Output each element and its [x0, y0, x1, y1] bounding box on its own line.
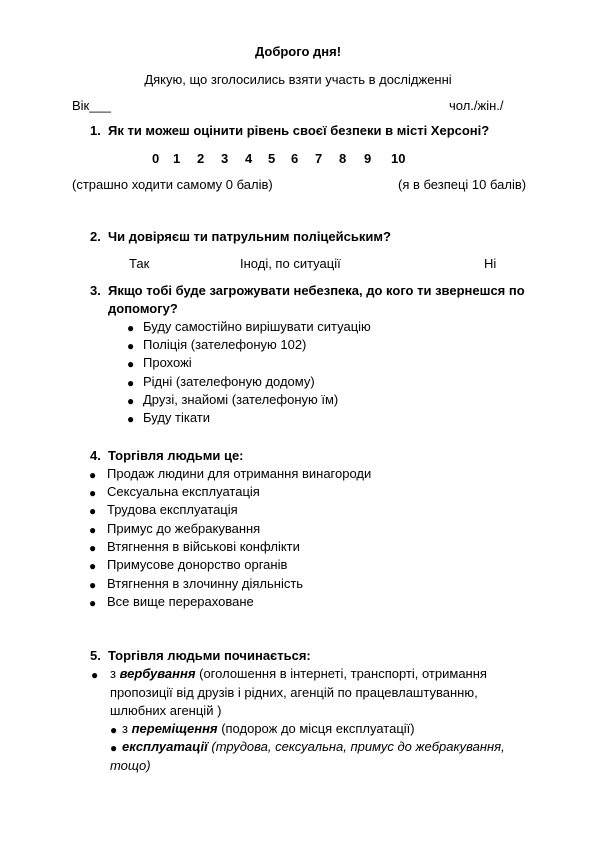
scale-right-hint: (я в безпеці 10 балів): [398, 177, 527, 192]
bullet-icon: ●: [89, 541, 97, 555]
question-2-text: Чи довіряєш ти патрульним поліцейським?: [108, 229, 391, 244]
bullet-icon: ●: [89, 578, 97, 592]
bullet-icon: ●: [89, 596, 97, 610]
option-recruitment-line3: шлюбних агенцій ): [110, 703, 222, 718]
bullet-icon: ●: [127, 321, 135, 335]
bullet-icon: ●: [89, 468, 97, 482]
option-begging[interactable]: Примус до жебракування: [107, 521, 261, 536]
option-run[interactable]: Буду тікати: [143, 410, 210, 425]
option-passersby[interactable]: Прохожі: [143, 355, 192, 370]
option-crime[interactable]: Втягнення в злочинну діяльність: [107, 576, 304, 591]
bullet-icon: ●: [127, 357, 135, 371]
rating-scale: [0, 151, 596, 167]
question-4-text: Торгівля людьми це:: [108, 448, 244, 463]
bullet-icon: ●: [127, 394, 135, 408]
option-no[interactable]: Ні: [484, 256, 497, 271]
option-yes[interactable]: Так: [129, 256, 150, 271]
scale-value[interactable]: 3: [221, 151, 229, 166]
question-number: 3.: [90, 283, 101, 298]
option-friends[interactable]: Друзі, знайомі (зателефоную їм): [143, 392, 339, 407]
question-1-text: Як ти можеш оцінити рівень своєї безпеки в місті Херсоні?: [108, 123, 490, 138]
thanks-text: Дякую, що зголосились взяти участь в дослідженні: [144, 72, 452, 87]
scale-value[interactable]: 9: [364, 151, 372, 166]
bullet-icon: ●: [89, 523, 97, 537]
option-self[interactable]: Буду самостійно вирішувати ситуацію: [143, 319, 371, 334]
option-police[interactable]: Поліція (зателефоную 102): [143, 337, 307, 352]
bullet-icon: ●: [110, 723, 118, 737]
scale-value[interactable]: 6: [291, 151, 299, 166]
question-number: 5.: [90, 648, 101, 663]
option-transfer[interactable]: [110, 721, 415, 737]
bullet-icon: ●: [89, 486, 97, 500]
option-detail: (трудова, сексуальна, примус до жебракування,: [207, 739, 505, 754]
option-labor[interactable]: Трудова експлуатація: [107, 502, 238, 517]
option-sale[interactable]: Продаж людини для отримання винагороди: [107, 466, 372, 481]
option-organs[interactable]: Примусове донорство органів: [107, 557, 288, 572]
gender-field[interactable]: чол./жін./: [449, 98, 504, 113]
option-detail: (оголошення в інтернеті, транспорті, отримання: [195, 666, 487, 681]
option-sometimes[interactable]: Іноді, по ситуації: [240, 256, 341, 271]
question-number: 1.: [90, 123, 101, 138]
option-recruitment-line2: пропозиції від друзів і рідних, агенцій по працевлаштуванню,: [110, 685, 478, 700]
page-title: Доброго дня!: [254, 44, 342, 59]
question-number: 4.: [90, 448, 101, 463]
question-3-text-line2: допомогу?: [108, 301, 178, 316]
bullet-icon: ●: [89, 559, 97, 573]
question-number: 2.: [90, 229, 101, 244]
bullet-icon: ●: [127, 376, 135, 390]
option-sexual[interactable]: Сексуальна експлуатація: [107, 484, 260, 499]
bullet-icon: ●: [127, 339, 135, 353]
scale-value[interactable]: 2: [197, 151, 205, 166]
scale-left-hint: (страшно ходити самому 0 балів): [72, 177, 273, 192]
option-detail: (подорож до місця експлуатації): [217, 721, 415, 736]
scale-value[interactable]: 4: [245, 151, 253, 166]
option-relatives[interactable]: Рідні (зателефоную додому): [143, 374, 315, 389]
option-all[interactable]: Все вище перераховане: [107, 594, 254, 609]
option-military[interactable]: Втягнення в військові конфлікти: [107, 539, 300, 554]
bullet-icon: ●: [91, 668, 99, 682]
scale-value[interactable]: 0: [152, 151, 160, 166]
option-prefix: з: [122, 721, 132, 736]
scale-value[interactable]: 8: [339, 151, 347, 166]
question-5-text: Торгівля людьми починається:: [108, 648, 311, 663]
option-prefix: з: [110, 666, 120, 681]
age-field[interactable]: Вік___: [72, 98, 111, 113]
option-keyword: експлуатації: [122, 739, 208, 754]
scale-value[interactable]: 5: [268, 151, 276, 166]
bullet-icon: ●: [89, 504, 97, 518]
bullet-icon: ●: [127, 412, 135, 426]
option-recruitment[interactable]: [110, 666, 487, 682]
bullet-icon: ●: [110, 741, 118, 755]
question-3-text-line1: Якщо тобі буде загрожувати небезпека, до кого ти звернешся по: [108, 283, 525, 298]
option-keyword: вербування: [119, 666, 196, 681]
option-exploitation-line2: тощо): [110, 758, 151, 773]
scale-value[interactable]: 7: [315, 151, 323, 166]
scale-value[interactable]: 1: [173, 151, 181, 166]
scale-value[interactable]: 10: [391, 151, 406, 166]
option-exploitation[interactable]: [110, 739, 505, 755]
option-keyword: переміщення: [131, 721, 218, 736]
